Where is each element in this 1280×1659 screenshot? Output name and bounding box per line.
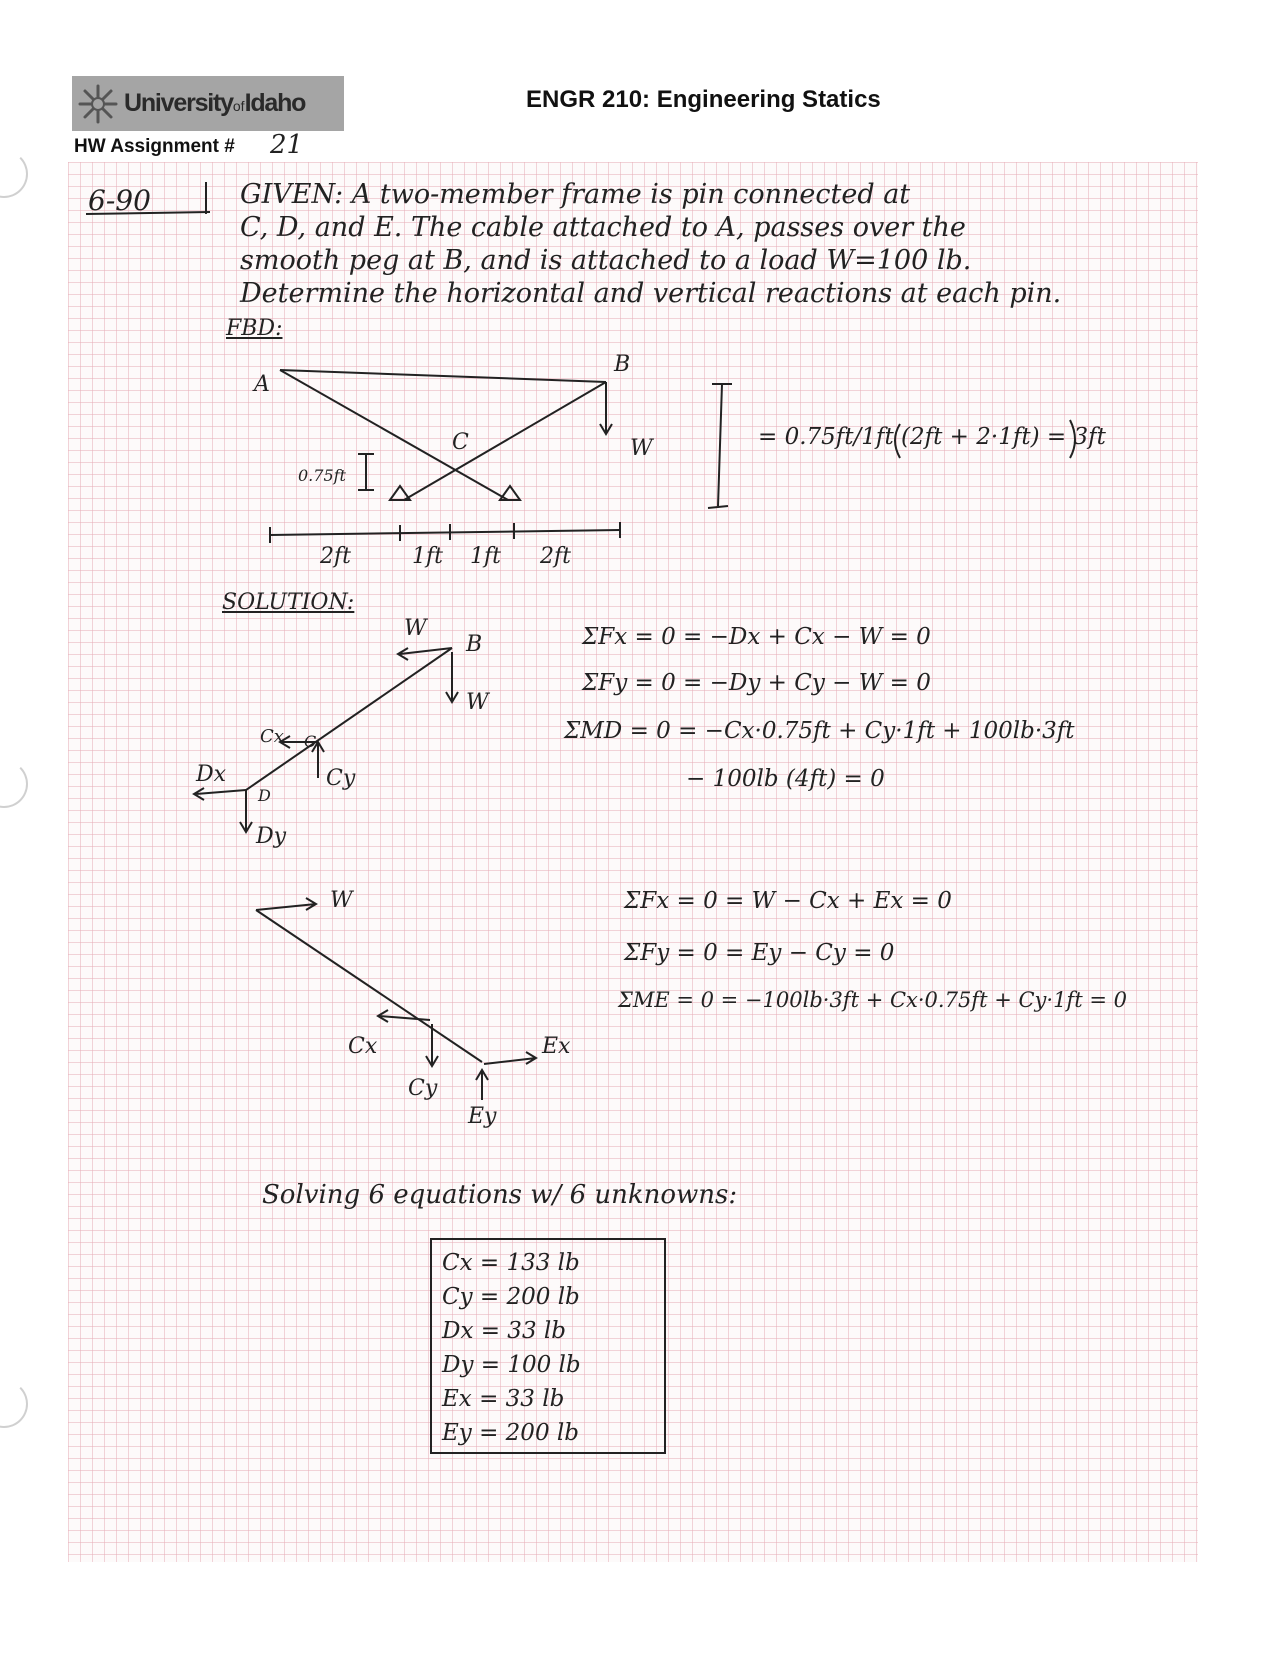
member2-label-cx: Cx: [348, 1034, 378, 1059]
member1-label-cx: Cx: [260, 726, 284, 747]
member2-label-ey: Ey: [468, 1104, 497, 1129]
eq-member1-sum-md-cont: − 100lb (4ft) = 0: [686, 766, 885, 792]
member1-label-w-down: W: [466, 690, 489, 715]
given-line-3: smooth peg at B, and is attached to a load W=100 lb.: [240, 245, 972, 276]
fbd-dim-1: 2ft: [320, 544, 351, 569]
answer-dy: Dy = 100 lb: [442, 1352, 581, 1378]
fbd-label-a: A: [254, 372, 270, 397]
answer-ey: Ey = 200 lb: [442, 1420, 579, 1446]
answer-cy: Cy = 200 lb: [442, 1284, 580, 1310]
eq-member2-sum-fx: ΣFx = 0 = W − Cx + Ex = 0: [624, 888, 952, 914]
answer-cx: Cx = 133 lb: [442, 1250, 580, 1276]
answer-dx: Dx = 33 lb: [442, 1318, 566, 1344]
member2-label-w: W: [330, 888, 353, 913]
member1-label-c: C: [304, 732, 317, 751]
given-line-1: GIVEN: A two-member frame is pin connected at: [240, 179, 911, 210]
hw-assignment-number: 21: [270, 130, 304, 160]
answers-box: [430, 1238, 666, 1454]
member1-label-cy: Cy: [326, 766, 356, 791]
course-title: ENGR 210: Engineering Statics: [526, 86, 881, 113]
given-line-4: Determine the horizontal and vertical reactions at each pin.: [240, 278, 1062, 309]
eq-member1-sum-fx: ΣFx = 0 = −Dx + Cx − W = 0: [582, 624, 931, 650]
hw-assignment-label: HW Assignment #: [74, 136, 235, 157]
fbd-dim-4: 2ft: [540, 544, 571, 569]
eq-member2-sum-fy: ΣFy = 0 = Ey − Cy = 0: [624, 940, 895, 966]
answer-ex: Ex = 33 lb: [442, 1386, 565, 1412]
fbd-height-label: 0.75ft: [298, 466, 346, 485]
similar-triangle-calc: = 0.75ft/1ft (2ft + 2·1ft) = 3ft: [758, 424, 1106, 450]
problem-number: 6-90: [88, 184, 151, 217]
fbd-heading: FBD:: [226, 316, 283, 341]
fbd-dim-2: 1ft: [412, 544, 443, 569]
member1-label-dx: Dx: [196, 762, 227, 787]
member1-label-d: D: [258, 786, 271, 805]
member1-label-dy: Dy: [256, 824, 287, 849]
member2-label-cy: Cy: [408, 1076, 438, 1101]
member1-label-w-top: W: [404, 616, 427, 641]
fbd-dim-3: 1ft: [470, 544, 501, 569]
member1-label-b: B: [466, 632, 483, 657]
fbd-label-w: W: [630, 436, 653, 461]
fbd-label-b: B: [614, 352, 631, 377]
solution-heading: SOLUTION:: [222, 590, 355, 615]
eq-member2-sum-me: ΣME = 0 = −100lb·3ft + Cx·0.75ft + Cy·1ft = 0: [618, 988, 1127, 1012]
fbd-label-c: C: [452, 430, 469, 455]
solving-note: Solving 6 equations w/ 6 unknowns:: [262, 1180, 738, 1210]
eq-member1-sum-md: ΣMD = 0 = −Cx·0.75ft + Cy·1ft + 100lb·3ft: [564, 718, 1075, 744]
member2-label-ex: Ex: [542, 1034, 571, 1059]
eq-member1-sum-fy: ΣFy = 0 = −Dy + Cy − W = 0: [582, 670, 931, 696]
logo-wordmark: UniversityofIdaho: [124, 89, 306, 117]
given-line-2: C, D, and E. The cable attached to A, passes over the: [240, 212, 966, 243]
